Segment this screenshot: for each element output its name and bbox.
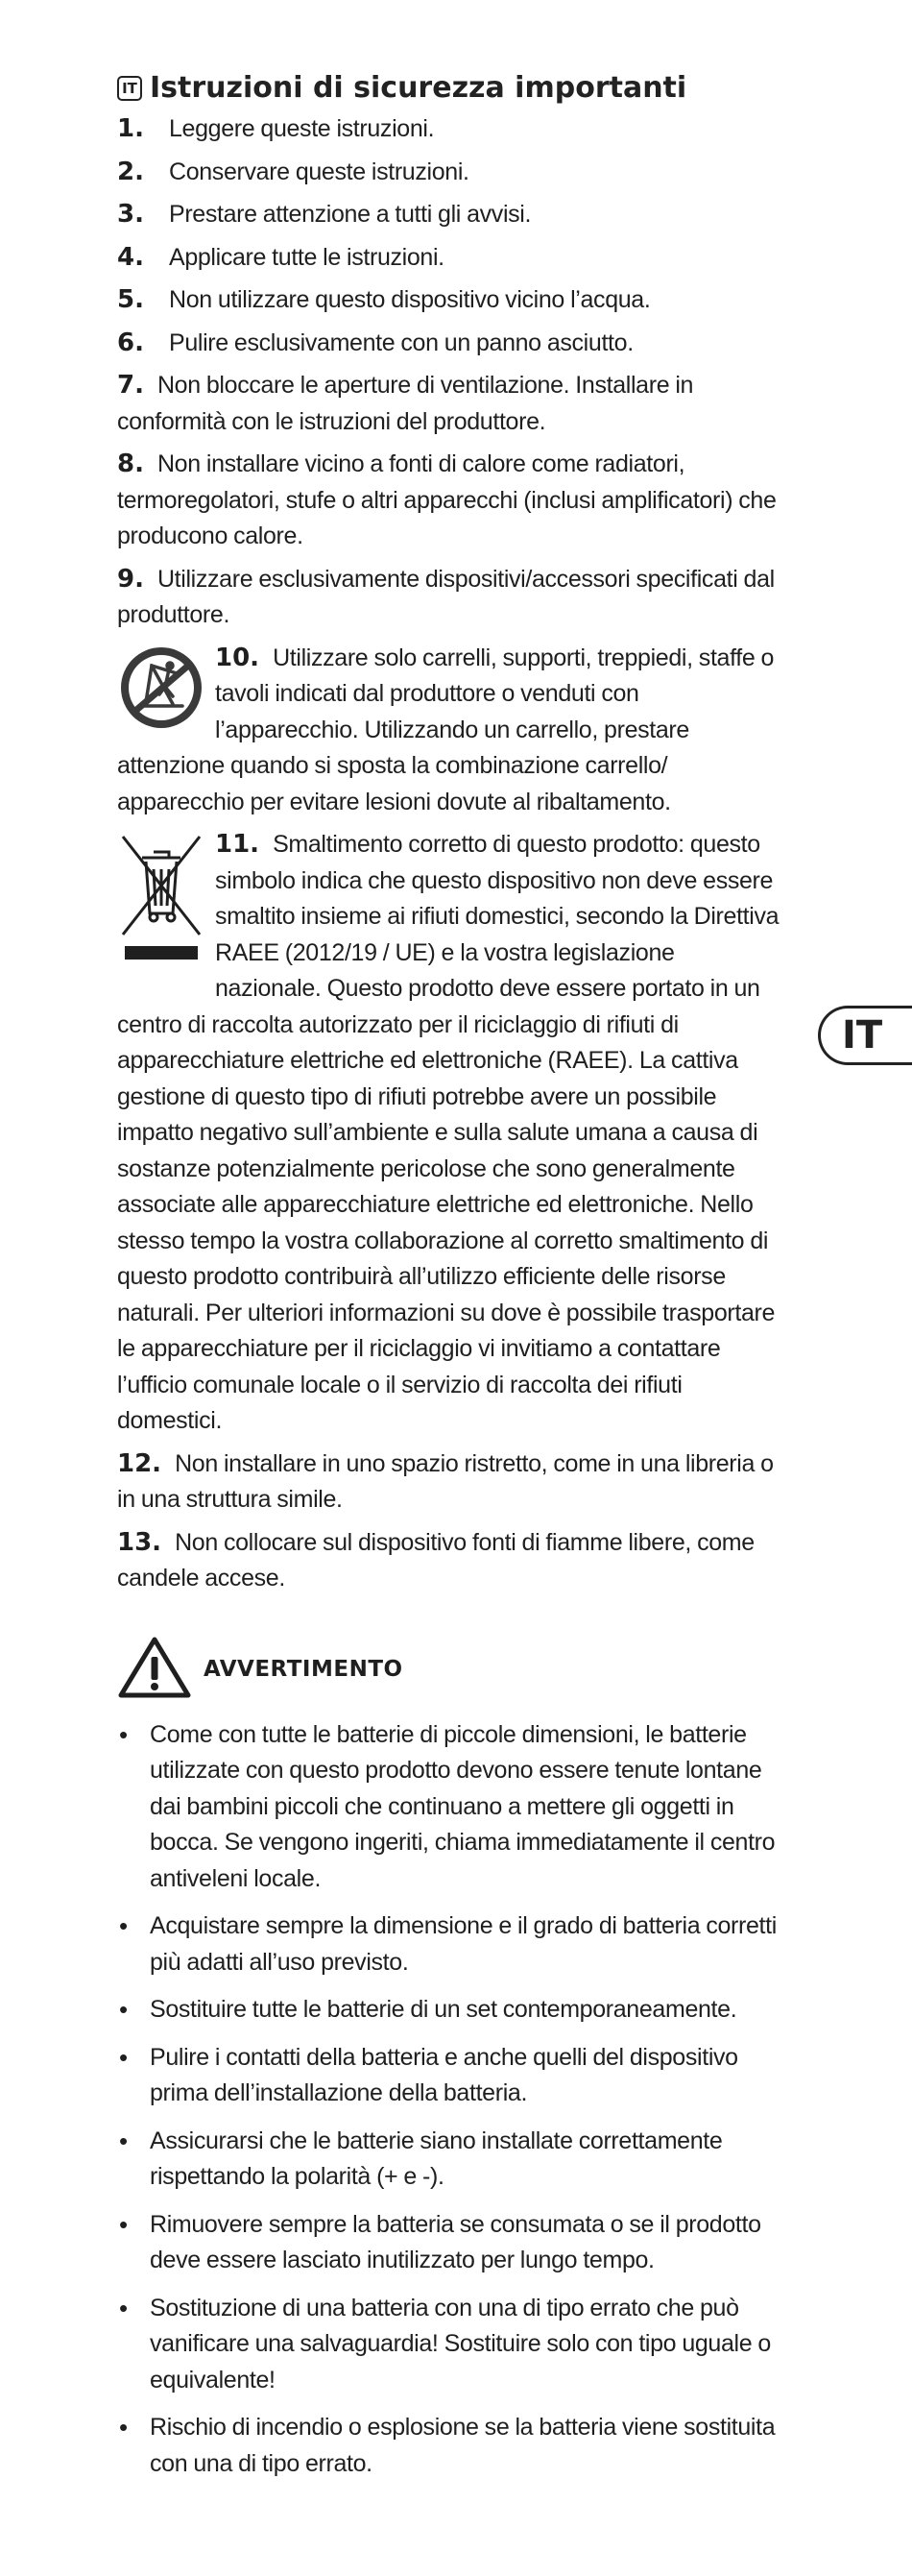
warning-triangle-icon [117,1636,192,1704]
list-item: • Pulire i contatti della batteria e anche quelli del dispositivo prima dell’installazione della batteria. [119,2042,738,2106]
list-item: • Come con tutte le batterie di piccole dimensioni, le batterie utilizzate con questo prodotto devono essere tenute lontane dai bambini piccoli che continuano a mettere gli oggetti in bocca. Se vengono ingeriti, chiama immediatamente il centro antiveleni locale. [119,1719,776,1892]
page-title-text: Istruzioni di sicurezza importanti [150,71,687,105]
warning-list [117,1717,780,2483]
instruction-11: 11. Smaltimento corretto di questo prodotto: questo simbolo indica che questo dispositivo non deve essere smaltito insieme ai rifiuti domestici, secondo la Direttiva RAEE (2012/19 / UE) e la vostra legislazione nazionale. Questo prodotto deve essere portato in un centro di raccolta autorizzato per il riciclaggio di rifiuti di apparecchiature elettriche ed elettroniche (RAEE). La cattiva gestione di questo tipo di rifiuti potrebbe avere un possibile impatto negativo sull’ambiente e sulla salute umana a causa di sostanze potenzialmente pericolose che sono generalmente associate alle apparecchiature elettriche ed elettroniche. Nello stesso tempo la vostra collaborazione al corretto smaltimento di questo prodotto contribuirà all’utilizzo efficiente delle risorse naturali. Per ulteriori informazioni su dove è possibile trasportare le apparecchiature per il riciclaggio vi invitiamo a contattare l’ufficio comunale locale o il servizio di raccolta dei rifiuti domestici. [117,830,780,1434]
instruction-5: 5. Non utilizzare questo dispositivo vicino l’acqua. [117,285,651,314]
safety-page [117,69,780,2493]
instruction-6: 6. Pulire esclusivamente con un panno asciutto. [117,328,634,357]
warning-title: AVVERTIMENTO [204,1657,403,1682]
instruction-9: 9. Utilizzare esclusivamente dispositivi/accessori specificati dal produttore. [117,564,775,628]
cart-tip-warning-icon [117,644,205,742]
list-item: • Rischio di incendio o esplosione se la batteria viene sostituita con una di tipo errato. [119,2413,776,2477]
list-item: • Sostituire tutte le batterie di un set contemporaneamente. [119,1995,737,2024]
instruction-1: 1. Leggere queste istruzioni. [117,114,435,143]
list-item: • Assicurarsi che le batterie siano installate correttamente rispettando la polarità (+ e -). [119,2126,723,2190]
instruction-8: 8. Non installare vicino a fonti di calore come radiatori, termoregolatori, stufe o altri apparecchi (inclusi amplificatori) che producono calore. [117,450,777,549]
list-item: • Rimuovere sempre la batteria se consumata o se il prodotto deve essere lasciato inutilizzato per lungo tempo. [119,2209,761,2273]
instruction-12: 12. Non installare in uno spazio ristretto, come in una libreria o in una struttura simile. [117,1448,774,1513]
warning-heading [117,1636,780,1704]
list-item: • Acquistare sempre la dimensione e il grado di batteria corretti più adatti all’uso previsto. [119,1911,777,1976]
instruction-4: 4. Applicare tutte le istruzioni. [117,242,444,272]
language-side-tab: IT [818,1006,912,1065]
instruction-7: 7. Non bloccare le aperture di ventilazione. Installare in conformità con le istruzioni del produttore. [117,371,694,435]
list-item: • Sostituzione di una batteria con una di tipo errato che può vanificare una salvaguardia! Sostituire solo con tipo uguale o equivalente! [119,2293,771,2394]
instruction-10: 10. Utilizzare solo carrelli, supporti, treppiedi, staffe o tavoli indicati dal produttore o venduti con l’apparecchio. Utilizzando un carrello, prestare attenzione quando si sposta la combinazione carrello/ apparecchio per evitare lesioni dovute al ribaltamento. [117,643,775,815]
instruction-2: 2. Conservare queste istruzioni. [117,157,469,186]
page-title [117,69,780,108]
weee-crossed-bin-icon [117,831,205,977]
instruction-13: 13. Non collocare sul dispositivo fonti di fiamme libere, come candele accese. [117,1527,755,1592]
instruction-3: 3. Prestare attenzione a tutti gli avvisi. [117,200,532,229]
language-badge: IT [117,76,142,101]
